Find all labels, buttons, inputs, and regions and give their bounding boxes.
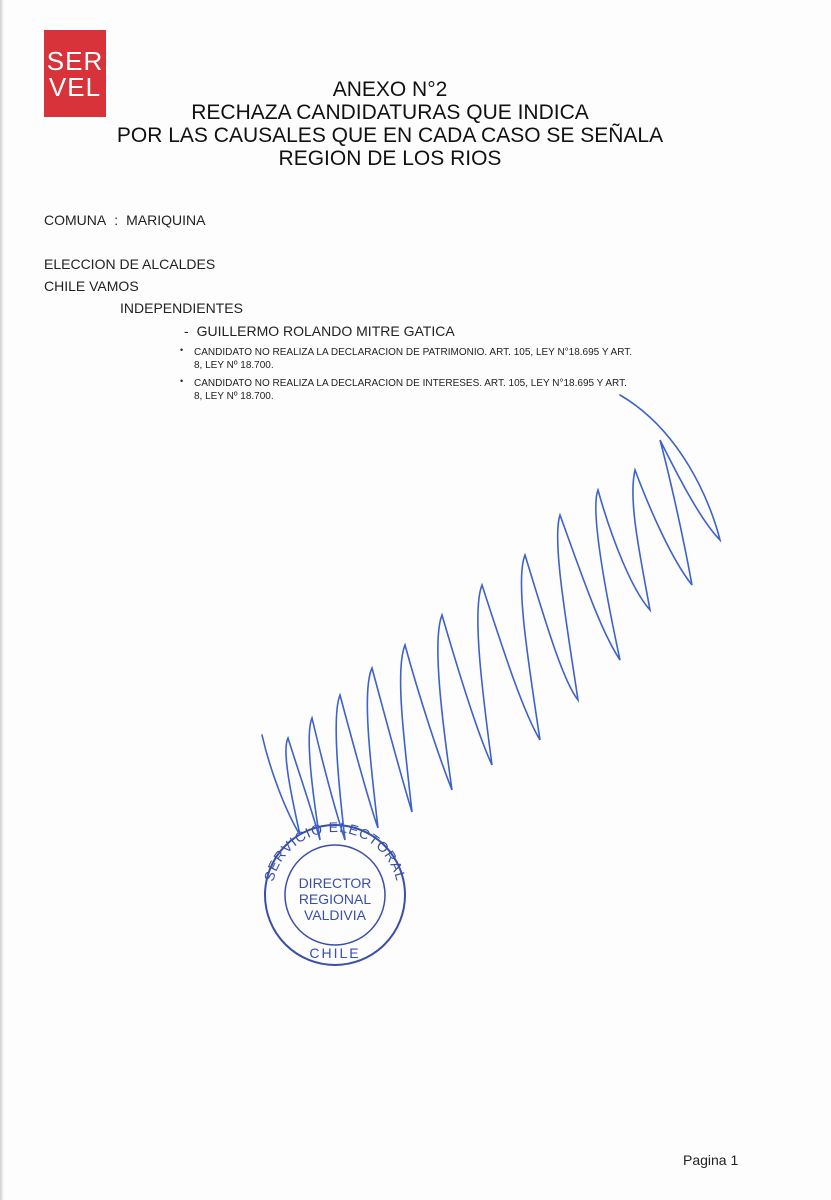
header-line-2: RECHAZA CANDIDATURAS QUE INDICA xyxy=(191,101,589,124)
causales-list xyxy=(180,346,760,408)
bullet-icon: • xyxy=(180,376,184,386)
comuna-label: COMUNA xyxy=(44,212,107,228)
header-line-3: POR LAS CAUSALES QUE EN CADA CASO SE SEÑALA xyxy=(116,124,664,147)
causal-line: CANDIDATO NO REALIZA LA DECLARACION DE INTERESES. ART. 105, LEY N°18.695 Y ART. xyxy=(194,378,627,389)
stamp-inner-line-3: VALDIVIA xyxy=(304,907,366,923)
comuna-value: MARIQUINA xyxy=(126,212,206,228)
bullet-icon: • xyxy=(180,345,184,355)
candidate-row xyxy=(184,323,455,339)
stamp-outer-bottom-text: CHILE xyxy=(309,945,361,961)
candidate-name: GUILLERMO ROLANDO MITRE GATICA xyxy=(196,323,455,339)
page-number: Pagina 1 xyxy=(683,1152,739,1168)
handwritten-signature xyxy=(262,395,720,840)
stamp-outer-top-text: SERVICIO ELECTORAL xyxy=(260,818,410,883)
comuna-row xyxy=(44,212,205,228)
causal-item xyxy=(180,377,760,403)
header-line-4: REGION DE LOS RIOS xyxy=(278,147,502,170)
causal-line: 8, LEY Nº 18.700. xyxy=(194,391,274,402)
official-stamp xyxy=(261,819,410,965)
page-edge-shadow xyxy=(0,0,4,1200)
logo-line-1: SER xyxy=(46,45,104,76)
causal-item xyxy=(180,346,760,372)
pacto-heading: CHILE VAMOS xyxy=(44,278,139,294)
svg-text:SERVICIO ELECTORAL xyxy=(261,819,410,883)
stamp-inner-line-2: REGIONAL xyxy=(298,891,372,907)
logo-line-2: VEL xyxy=(48,71,102,102)
header-title: ANEXO N°2 xyxy=(332,78,448,101)
document-header xyxy=(90,78,690,170)
partido-heading: INDEPENDIENTES xyxy=(120,300,243,316)
candidate-dash: - xyxy=(184,323,189,339)
causal-line: 8, LEY Nº 18.700. xyxy=(194,360,274,371)
stamp-inner-line-1: DIRECTOR xyxy=(298,875,372,891)
comuna-separator: : xyxy=(114,212,119,228)
eleccion-heading: ELECCION DE ALCALDES xyxy=(44,256,216,272)
causal-line: CANDIDATO NO REALIZA LA DECLARACION DE PATRIMONIO. ART. 105, LEY N°18.695 Y ART. xyxy=(194,347,633,358)
